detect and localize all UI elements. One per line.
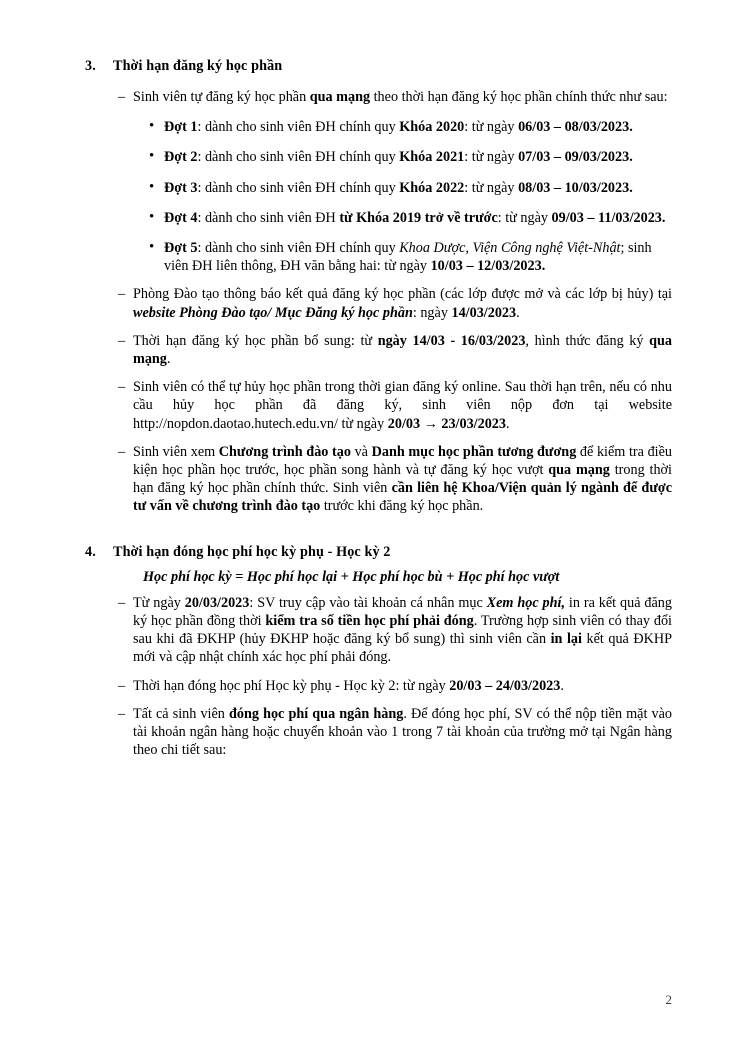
text-run: Sinh viên xem — [133, 443, 219, 460]
list-item — [118, 285, 672, 321]
text-run: : dành cho sinh viên ĐH — [197, 209, 340, 226]
text-run: : dành cho sinh viên ĐH chính quy — [197, 119, 400, 136]
text-run: , hình thức đăng ký — [525, 332, 650, 349]
spacer — [85, 227, 672, 239]
text-run: . — [506, 415, 510, 432]
text-run: : từ ngày — [464, 149, 519, 166]
list-item-text — [164, 119, 633, 135]
section-number-3: 3. — [85, 58, 96, 74]
spacer — [85, 136, 672, 148]
list-item-text — [133, 379, 672, 431]
text-run-bold: đóng học phí qua ngân hàng — [229, 705, 404, 722]
list-item — [118, 332, 672, 368]
text-run: Phòng Đào tạo thông báo kết quả đăng ký học phần (các lớp được mở và các lớp bị hủy) tại — [133, 286, 672, 303]
spacer — [85, 516, 672, 544]
text-run: theo thời hạn đăng ký học phần chính thức như sau: — [370, 89, 668, 105]
list-item — [118, 677, 672, 695]
text-run: Sinh viên tự đăng ký học phần — [133, 89, 310, 105]
text-run: để kiểm tra điều kiện học phần học trước, học phần song hành và tự đăng ký học vượt — [133, 443, 672, 479]
text-run: : dành cho sinh viên ĐH chính quy — [197, 149, 400, 166]
list-item-text — [164, 180, 633, 196]
spacer — [85, 167, 672, 179]
text-run-bold: qua mạng — [548, 462, 610, 479]
list-item — [148, 179, 672, 197]
text-run: trước khi đăng ký học phần. — [320, 498, 484, 515]
text-run-bold: 07/03 – 09/03/2023. — [518, 149, 633, 166]
text-run: : SV truy cập vào tài khoản cá nhân mục — [249, 594, 487, 611]
list-item — [118, 88, 672, 106]
text-run-bold: ngày 14/03 - 16/03/2023 — [377, 332, 526, 349]
text-run-bold: 23/03/2023 — [441, 415, 506, 432]
text-run: trong thời hạn đăng ký học phần chính thức. Sinh viên — [133, 462, 672, 497]
list-item-text — [133, 89, 668, 105]
text-run-bold-italic: website Phòng Đào tạo/ Mục Đăng ký học phần — [133, 304, 413, 321]
text-run: . — [166, 351, 171, 368]
spacer — [85, 695, 672, 705]
text-run-bold: 20/03 – 24/03/2023 — [449, 677, 561, 694]
dash-bullet-icon: – — [118, 89, 126, 105]
text-run-bold: cần liên hệ Khoa/Viện quản lý ngành để được tư vấn về chương trình đào tạo — [133, 480, 672, 515]
text-run: . Trường hợp sinh viên có thay đổi sau khi đã ĐKHP (hủy ĐKHP hoặc đăng ký bổ sung) thì sinh viên cần — [133, 613, 672, 648]
text-run: Tất cả sinh viên — [133, 705, 229, 722]
text-run: Sinh viên có thể tự hủy học phần trong thời gian đăng ký online. Sau thời hạn trên, nếu có nhu cầu hủy học phần đã đăng ký, sinh viên nộp đơn tại website http://nopdon.daotao.hutech.edu.vn/ từ ngày — [133, 379, 672, 432]
list-item-text — [164, 149, 633, 165]
text-run-bold: 10/03 – 12/03/2023. — [430, 258, 546, 275]
text-run: : từ ngày — [464, 119, 519, 136]
spacer — [85, 667, 672, 677]
text-run-bold: Đợt 5 — [164, 240, 198, 257]
section-title-3: Thời hạn đăng ký học phần — [113, 58, 283, 74]
text-run-bold-italic: Xem học phí, — [486, 594, 566, 611]
document-body — [85, 58, 672, 759]
round-bullet-icon: • — [149, 208, 155, 225]
text-run: và — [350, 443, 372, 460]
text-run: : từ ngày — [497, 209, 552, 226]
dash-bullet-icon: – — [118, 286, 126, 303]
spacer — [85, 560, 672, 568]
text-run-bold: Khóa 2020 — [399, 119, 465, 136]
text-run-bold: Đợt 4 — [164, 209, 198, 226]
section-heading-4 — [85, 544, 672, 560]
text-run-bold: Đợt 1 — [164, 119, 198, 136]
text-run-bold: Danh mục học phần tương đương — [371, 443, 577, 460]
text-run-bold: 14/03/2023 — [451, 304, 517, 321]
dash-bullet-icon: – — [118, 677, 126, 694]
text-run: kết quả ĐKHP mới và cập nhật chính xác học phí phải đóng. — [133, 631, 672, 666]
section-title-4: Thời hạn đóng học phí học kỳ phụ - Học kỳ 2 — [113, 543, 391, 560]
spacer — [85, 197, 672, 209]
text-run: Thời hạn đóng học phí Học kỳ phụ - Học kỳ 2: từ ngày — [133, 677, 450, 694]
arrow-right-icon: → — [423, 415, 438, 432]
text-run: . — [560, 677, 564, 694]
spacer — [85, 586, 672, 594]
list-item-text — [164, 210, 665, 226]
list-item-text — [164, 240, 652, 274]
round-bullet-icon: • — [149, 148, 155, 165]
list-item — [148, 118, 672, 136]
list-item — [148, 209, 672, 227]
spacer — [85, 433, 672, 443]
list-item-text — [133, 678, 564, 694]
section-heading-3 — [85, 58, 672, 74]
text-run-bold: qua mạng — [309, 89, 371, 105]
text-run: : ngày — [412, 304, 452, 321]
text-run: Từ ngày — [133, 594, 185, 611]
list-item — [118, 443, 672, 516]
text-run-bold: từ Khóa 2019 trở về trước — [339, 209, 498, 226]
list-item-text — [133, 706, 672, 758]
text-run-bold: 06/03 – 08/03/2023. — [518, 119, 633, 136]
text-run: : từ ngày — [464, 179, 519, 196]
tuition-formula: Học phí học kỳ = Học phí học lại + Học phí học bù + Học phí học vượt — [143, 568, 560, 585]
list-item-text — [133, 444, 672, 515]
text-run-bold: Chương trình đào tạo — [218, 443, 351, 460]
text-run: : dành cho sinh viên ĐH chính quy — [197, 240, 400, 257]
text-run-bold: 08/03 – 10/03/2023. — [518, 179, 633, 196]
list-item — [118, 594, 672, 667]
text-run: Thời hạn đăng ký học phần bổ sung: từ — [133, 332, 378, 349]
spacer — [85, 106, 672, 118]
text-run: : dành cho sinh viên ĐH chính quy — [197, 179, 400, 196]
text-run-bold: 09/03 – 11/03/2023. — [551, 209, 666, 226]
round-bullet-icon: • — [149, 178, 155, 195]
list-item-text — [133, 333, 672, 367]
spacer — [85, 74, 672, 88]
dash-bullet-icon: – — [118, 332, 126, 349]
text-run: in ra kết quả đăng ký học phần đồng thời — [133, 594, 672, 630]
text-run-bold: 20/03 — [387, 415, 421, 432]
page-number: 2 — [665, 992, 672, 1007]
text-run: . — [516, 304, 520, 321]
round-bullet-icon: • — [149, 239, 155, 256]
list-item — [118, 705, 672, 760]
list-item — [148, 239, 672, 275]
dash-bullet-icon: – — [118, 379, 126, 396]
list-item-text — [133, 595, 672, 666]
list-item-text — [133, 286, 672, 320]
section-number-4: 4. — [85, 543, 96, 560]
text-run-bold: kiểm tra số tiền học phí phải đóng — [265, 613, 474, 630]
round-bullet-icon: • — [149, 118, 155, 135]
dash-bullet-icon: – — [118, 705, 126, 722]
text-run-bold: 20/03/2023 — [184, 594, 250, 611]
spacer — [85, 322, 672, 332]
text-run-bold: Khóa 2021 — [399, 149, 465, 166]
text-run: . Để đóng học phí, SV có thể nộp tiền mặt vào tài khoản ngân hàng hoặc chuyển khoản vào 1 trong 7 tài khoản của trường mở tại Ngân hàng theo chi tiết sau: — [133, 705, 672, 759]
list-item — [118, 378, 672, 433]
text-run-bold: Đợt 2 — [164, 149, 198, 166]
text-run: ; sinh viên ĐH liên thông, ĐH văn bằng hai: từ ngày — [164, 240, 652, 275]
dash-bullet-icon: – — [118, 594, 126, 611]
spacer — [85, 368, 672, 378]
text-run-bold: Đợt 3 — [164, 179, 198, 196]
text-run-bold: qua mạng — [133, 332, 672, 368]
text-run-bold: in lại — [550, 631, 582, 648]
dash-bullet-icon: – — [118, 443, 126, 460]
spacer — [85, 275, 672, 285]
text-run-italic: Khoa Dược, Viện Công nghệ Việt-Nhật — [399, 240, 621, 257]
text-run-bold: Khóa 2022 — [399, 179, 465, 196]
list-item — [148, 148, 672, 166]
